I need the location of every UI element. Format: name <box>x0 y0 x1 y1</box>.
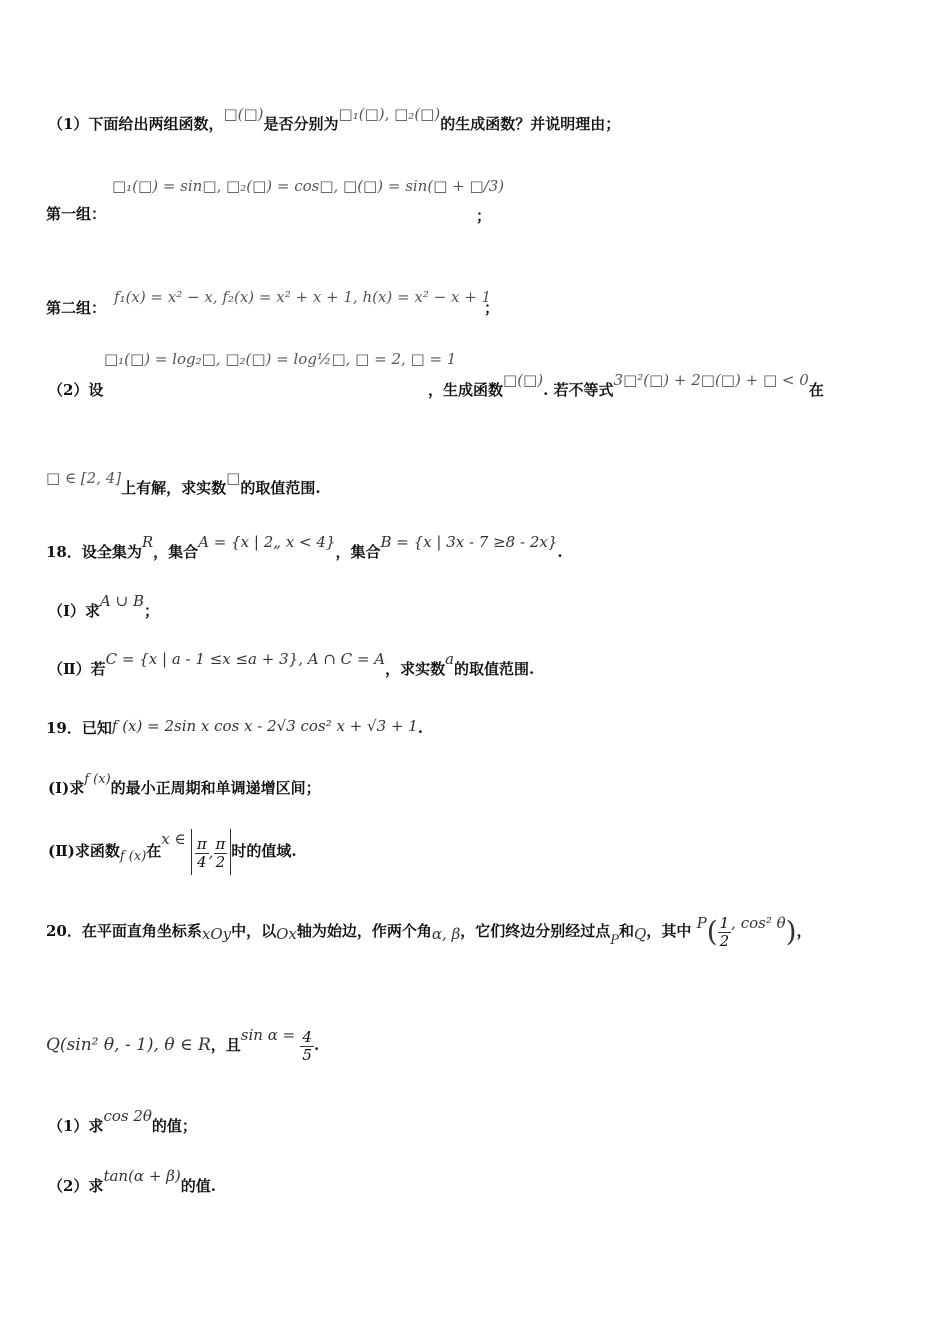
q19-frac-a <box>195 836 209 871</box>
q20-p2-line <box>48 1167 216 1196</box>
q19-f: f (x) = 2sin x cos x - 2√3 cos² x + √3 + 1 <box>111 717 418 735</box>
q19-p1-line <box>48 772 321 800</box>
q20-p2-end: 的值. <box>180 1177 216 1195</box>
q18-num: 18．设全集为 <box>46 543 142 561</box>
q18-p1-prefix: （Ⅰ）求 <box>48 602 101 620</box>
q20-t3: ，它们终边分别经过点 <box>460 922 611 940</box>
q18-p2-prefix: （Ⅱ）若 <box>48 660 106 678</box>
q20-t5: ，其中 <box>646 922 692 940</box>
q20-num: 20．在平面直角坐标系 <box>46 922 202 940</box>
q20-P-rparen: ) <box>785 915 797 948</box>
q20-t6: ， <box>796 922 812 940</box>
q19-f-end: . <box>417 719 423 737</box>
q20-s-end: . <box>313 1036 320 1054</box>
q18-p1-line <box>48 592 160 621</box>
q17-part2-line-right <box>428 371 824 400</box>
q20-t7: ，且 <box>210 1036 241 1054</box>
q20-sin-frac <box>300 1029 314 1064</box>
q18-p2-math: C = {x | a - 1 ≤x ≤a + 3}, A ∩ C = A <box>105 650 386 668</box>
q20-sin-den: 5 <box>302 1045 312 1064</box>
q17-group2-end: ； <box>484 299 500 317</box>
q18-p1-end: ； <box>144 602 160 620</box>
q20-P-lparen: ( <box>706 915 718 948</box>
q19-p1-prefix: (Ⅰ)求 <box>48 779 85 797</box>
q17-part2-interval-line <box>46 469 321 498</box>
q20-t1: 中，以 <box>231 922 277 940</box>
q17-part2-line <box>48 380 103 400</box>
q17-part2-interval: □ ∈ [2, 4] <box>46 469 122 487</box>
q18-B: B = {x | 3x - 7 ≥8 - 2x} <box>380 533 558 551</box>
q17-part1-f: □₁(□), □₂(□) <box>338 105 441 123</box>
q17-group2-math: f₁(x) = x² − x, f₂(x) = x² + x + 1, h(x) = x² − x + 1 <box>114 288 492 306</box>
q20-Ox: Ox <box>276 925 297 943</box>
q17-group1-label: 第一组： <box>46 205 107 223</box>
q20-p1-math: cos 2θ <box>103 1107 152 1125</box>
q17-part1-h: □(□) <box>223 105 264 123</box>
q19-interval-bracket: $\frac{\pi}{4}$ , $\frac{\pi}{2}$ <box>191 829 232 875</box>
q20-P-rest: , cos² θ <box>731 914 786 932</box>
q19-p2-math: f (x) <box>119 849 147 864</box>
q17-part2-end: 上有解，求实数 <box>121 479 227 497</box>
q20-P: P <box>610 933 620 948</box>
q20-Q: Q <box>634 925 647 943</box>
q20-p2-math: tan(α + β) <box>103 1167 181 1185</box>
q19-frac-b <box>214 836 228 871</box>
q18-t1: ，集合 <box>153 543 199 561</box>
q20-P-coord <box>697 914 707 932</box>
q19-frac-a-num: π <box>196 834 207 853</box>
q17-part2-h: □(□) <box>503 371 544 389</box>
q20-p1-line <box>48 1107 197 1136</box>
q20-P-label: P <box>696 914 707 932</box>
q17-part1-prefix: （1）下面给出两组函数， <box>48 115 224 133</box>
q18-p2-mid: ，求实数 <box>385 660 446 678</box>
q20-p2-prefix: （2）求 <box>48 1177 104 1195</box>
q18-t3: . <box>557 543 563 561</box>
q17-part1-line <box>48 105 621 134</box>
q19-frac-a-den: 4 <box>197 852 207 871</box>
q17-part2-mid: ，生成函数 <box>428 381 504 399</box>
q17-part2-prefix: （2）设 <box>48 381 104 399</box>
q19-p2-mid: 在 <box>146 842 162 860</box>
q20-p1-end: 的值； <box>151 1117 197 1135</box>
q17-part2-ineq: 3□²(□) + 2□(□) + □ < 0 <box>613 371 809 389</box>
q18-t2: ，集合 <box>335 543 381 561</box>
q17-part1-mid: 是否分别为 <box>263 115 339 133</box>
q17-group1-math: □₁(□) = sin□, □₂(□) = cos□, □(□) = sin(□ + □/3) <box>112 177 505 195</box>
q20-t4: 和 <box>619 922 635 940</box>
q18-p2-end: 的取值范围. <box>454 660 535 678</box>
q18-A: A = {x | 2„ x < 4} <box>198 533 336 551</box>
q19-num: 19．已知 <box>46 719 112 737</box>
q19-frac-b-den: 2 <box>215 852 226 871</box>
q18-p1-math: A ∪ B <box>100 592 144 610</box>
q17-part2-suffix: 在 <box>808 381 824 399</box>
q19-p1-end: 的最小正周期和单调递增区间； <box>110 779 321 797</box>
q19-p1-math: f (x) <box>84 772 111 787</box>
q17-part2-mid2: . 若不等式 <box>543 381 614 399</box>
q20-xOy: xOy <box>201 925 232 943</box>
q18-line <box>46 533 563 562</box>
q20-ab: α, β <box>431 925 461 943</box>
q18-p2-line <box>48 650 535 679</box>
q20-line2 <box>46 1022 319 1068</box>
q17-part2-math-top: □₁(□) = log₂□, □₂(□) = log½□, □ = 2, □ = 1 <box>104 350 457 368</box>
q20-P-num: 1 <box>719 913 730 932</box>
q19-line <box>46 718 423 738</box>
q17-group1-end: ； <box>476 207 492 225</box>
q19-p2-end: 时的值域. <box>231 842 297 860</box>
q20-line <box>46 908 812 956</box>
q19-p2-prefix: (Ⅱ)求函数 <box>48 842 120 860</box>
q17-part2-end2: 的取值范围. <box>240 479 321 497</box>
q17-part2-var: □ <box>226 469 241 487</box>
q20-sin-a: sin α = <box>240 1026 296 1044</box>
q19-p2-x: x ∈ <box>161 830 186 848</box>
q20-P-den: 2 <box>719 931 730 950</box>
q20-Q-coord: Q(sin² θ, - 1), θ ∈ R <box>46 1035 211 1055</box>
q20-P-frac <box>718 915 732 950</box>
q20-sin-num: 4 <box>302 1027 312 1046</box>
q17-part1-suffix: 的生成函数？并说明理由； <box>440 115 621 133</box>
q19-frac-b-num: π <box>215 834 226 853</box>
q20-p1-prefix: （1）求 <box>48 1117 104 1135</box>
q19-p2-line <box>48 828 297 876</box>
q20-t2: 轴为始边，作两个角 <box>296 922 432 940</box>
q18-p2-var: a <box>445 650 455 668</box>
q17-group2-label: 第二组： <box>46 299 107 317</box>
q18-R: R <box>141 533 154 551</box>
